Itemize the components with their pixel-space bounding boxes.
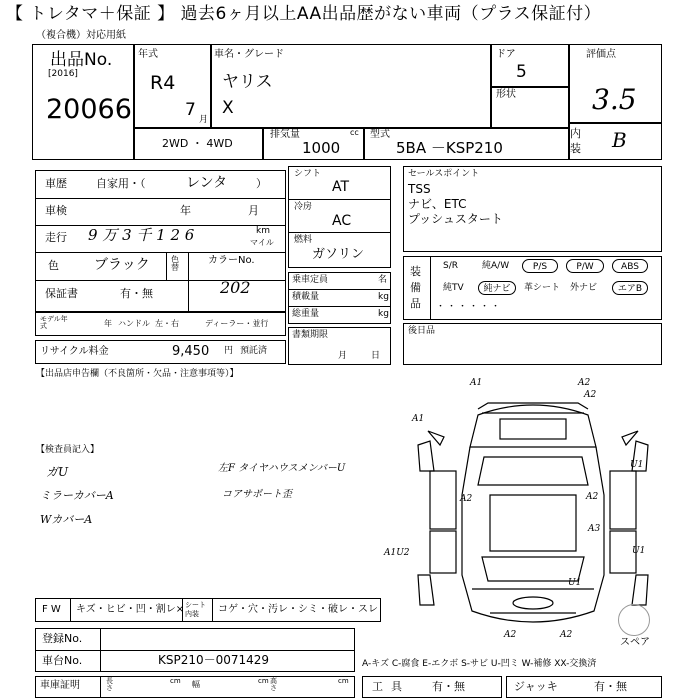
- color-code: 202: [220, 278, 251, 297]
- inspector-label: 【検査員記入】: [36, 445, 100, 455]
- jack-value: 有・無: [594, 680, 627, 693]
- interior-value: B: [612, 128, 627, 152]
- equip-dots: ・・・・・・: [436, 302, 503, 312]
- mark-10: A1U2: [384, 548, 410, 558]
- equip-navi: 純ナビ: [478, 281, 516, 295]
- model-label: 車名・グレード: [214, 49, 284, 60]
- inspector-line-2: ミラーカバーA: [40, 489, 114, 502]
- chassis-label: 車台No.: [42, 654, 83, 667]
- model-code-value: 5BA －KSP210: [396, 139, 503, 157]
- mileage-unit-mile: マイル: [250, 238, 274, 247]
- displacement-value: 1000: [302, 139, 341, 157]
- ac-value: AC: [332, 213, 352, 229]
- chassis-value: KSP210－0071429: [158, 653, 270, 667]
- drive-label: 2WD ・ 4WD: [162, 137, 233, 150]
- year-month-unit: 月: [199, 115, 209, 125]
- tools-value: 有・無: [432, 680, 465, 693]
- mark-2: A2: [578, 378, 591, 388]
- fuel-value: ガソリン: [312, 247, 365, 262]
- ac-label: 冷房: [294, 202, 313, 212]
- certificate-cm-1: cm: [170, 677, 181, 685]
- fuel-label: 燃料: [294, 235, 313, 245]
- recycle-label: リサイクル料金: [40, 346, 109, 357]
- fw-sheet: シート内装: [185, 601, 206, 618]
- after-date-frame: [403, 323, 662, 365]
- equip-airbag: エアB: [612, 281, 648, 295]
- certificate-cm-2: cm: [258, 677, 269, 685]
- inspector-line-1: ガU: [46, 465, 69, 479]
- mark-9: U1: [632, 546, 646, 556]
- model-year-handle: ハンドル: [118, 319, 150, 328]
- equip-abs: ABS: [612, 259, 648, 273]
- interior-label-1: 内: [570, 127, 581, 140]
- doors-label: ドア: [496, 49, 516, 60]
- recycle-note: 預託済: [240, 346, 268, 356]
- spare-label: スペア: [620, 637, 650, 648]
- weight-unit: kg: [378, 309, 389, 319]
- mark-12: A2: [560, 630, 573, 640]
- seller-note-label: 【出品店申告欄（不良箇所・欠品・注意事項等）】: [36, 369, 239, 379]
- color-code-label: カラーNo.: [208, 255, 255, 266]
- mark-7: A2: [586, 492, 599, 502]
- load-unit: kg: [378, 292, 389, 302]
- inspector-line-3: WカバーA: [40, 513, 93, 526]
- year-label: 年式: [138, 49, 158, 60]
- rating-value: 3.5: [592, 83, 637, 116]
- capacity-label: 乗車定員: [292, 275, 329, 285]
- warranty-value: 有・無: [120, 287, 153, 300]
- inspection-month: 月: [248, 204, 259, 217]
- equipment-label-3: 品: [410, 297, 421, 310]
- lot-year-stamp: [2016]: [48, 69, 78, 79]
- equip-aw: 純A/W: [482, 261, 510, 271]
- equip-ps: P/S: [522, 259, 558, 273]
- mark-5: U1: [630, 460, 644, 470]
- year-era: R4: [150, 72, 176, 94]
- model-year-label: モデル年式: [40, 315, 68, 330]
- certificate-width: 幅: [192, 680, 200, 689]
- interior-label-2: 装: [570, 142, 581, 155]
- equip-tv: 純TV: [443, 283, 464, 293]
- displacement-unit: cc: [350, 128, 359, 137]
- recycle-value: 9,450: [172, 344, 210, 359]
- lot-label: 出品No.: [50, 50, 113, 70]
- warranty-label: 保証書: [45, 287, 78, 300]
- equip-leather: 革シート: [524, 283, 561, 293]
- expiry-label: 書類期限: [292, 330, 329, 340]
- model-grade: X: [222, 98, 234, 118]
- fw-items2: コゲ・穴・汚レ・シミ・破レ・スレ: [218, 604, 378, 615]
- mileage-value: 9 万 3 千 1 2 6: [88, 226, 195, 244]
- mark-11: A2: [504, 630, 517, 640]
- inspection-label: 車検: [45, 204, 67, 217]
- certificate-cm-3: cm: [338, 677, 349, 685]
- history-close: ）: [256, 177, 267, 190]
- certificate-label: 車庫証明: [40, 680, 80, 691]
- model-name: ヤリス: [222, 72, 273, 92]
- salepoint-item-1: TSS: [408, 182, 431, 196]
- inspection-year: 年: [180, 204, 191, 217]
- top-note: （複合機）対応用紙: [36, 30, 126, 41]
- mark-13: U1: [568, 578, 582, 588]
- load-label: 積載量: [292, 292, 320, 302]
- equip-pw: P/W: [566, 259, 604, 273]
- certificate-length: 長さ: [106, 677, 113, 692]
- year-month: 7: [185, 100, 196, 120]
- history-value: レンタ: [186, 175, 228, 191]
- history-label: 車歴: [45, 177, 67, 190]
- equip-sr: S/R: [443, 261, 458, 271]
- registration-label: 登録No.: [42, 632, 83, 645]
- banner: 【 トレタマ＋保証 】 過去6ヶ月以上AA出品歴がない車両（プラス保証付）: [6, 4, 602, 24]
- shift-value: AT: [332, 179, 350, 195]
- mark-6: A2: [460, 494, 473, 504]
- model-year-dealer: ディーラー・並行: [205, 319, 269, 328]
- mark-4: A1: [412, 414, 425, 424]
- mark-1: A1: [470, 378, 483, 388]
- equipment-label-2: 備: [410, 281, 421, 294]
- weight-label: 総重量: [292, 309, 320, 319]
- fw-items: キズ・ヒビ・凹・割レ×: [76, 604, 185, 615]
- expiry-unit: 月日: [338, 351, 405, 361]
- color-label: 色: [48, 259, 59, 272]
- after-date-label: 後日品: [408, 326, 436, 336]
- equipment-label-1: 装: [410, 265, 421, 278]
- car-body-diagram: [384, 375, 665, 643]
- mark-8: A3: [588, 524, 601, 534]
- color-change-label: 色替: [171, 255, 179, 272]
- lot-number: 20066: [46, 94, 132, 125]
- mileage-label: 走行: [45, 231, 67, 244]
- recycle-unit: 円: [224, 346, 234, 356]
- damage-legend: A-キズ C-腐食 E-エクボ S-サビ U-凹ミ W-補修 XX-交換済: [362, 659, 597, 669]
- color-value: ブラック: [94, 257, 150, 273]
- inspector-line-5: コアサポート歪: [222, 489, 292, 500]
- salepoint-label: セールスポイント: [408, 169, 480, 179]
- jack-label: ジャッキ: [514, 680, 558, 693]
- shift-label: シフト: [294, 169, 322, 179]
- doors-value: 5: [516, 62, 527, 82]
- model-year-lr: 左・右: [155, 319, 179, 328]
- salepoint-item-3: プッシュスタート: [408, 212, 503, 226]
- certificate-height: 高さ: [270, 677, 277, 692]
- model-code-label: 型式: [370, 129, 390, 140]
- salepoint-item-2: ナビ、ETC: [408, 197, 467, 211]
- equip-ext-navi: 外ナビ: [570, 283, 598, 293]
- history-private: 自家用・（: [96, 177, 146, 190]
- spare-tire-icon: [618, 604, 650, 636]
- rating-label: 評価点: [586, 49, 616, 60]
- capacity-unit: 名: [378, 275, 388, 285]
- inspector-line-4: 左F タイヤハウスメンバーU: [218, 463, 346, 474]
- mileage-unit-km: km: [256, 226, 270, 236]
- fw-label: F W: [42, 604, 61, 615]
- tools-label: 工具: [372, 680, 410, 693]
- displacement-label: 排気量: [270, 129, 300, 140]
- model-year-year: 年: [104, 319, 112, 328]
- mark-3: A2: [584, 390, 597, 400]
- shape-label: 形状: [496, 89, 516, 100]
